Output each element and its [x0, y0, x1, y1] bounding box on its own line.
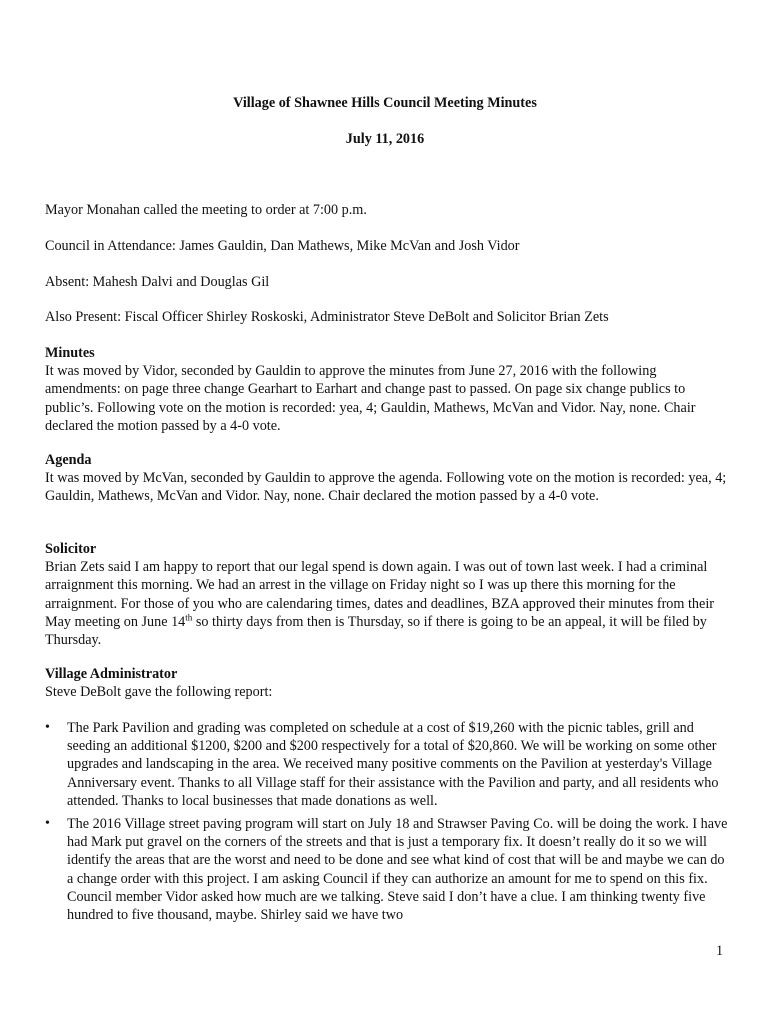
- agenda-section: [45, 451, 735, 506]
- date-superscript: th: [185, 612, 193, 623]
- absent: Absent: Mahesh Dalvi and Douglas Gil: [45, 274, 270, 290]
- minutes-heading: Minutes: [45, 345, 95, 361]
- solicitor-text-part2: so thirty days from then is Thursday, so if there is going to be an appeal, it will be filed by Thursday.: [45, 613, 707, 649]
- meeting-date: July 11, 2016: [345, 131, 425, 147]
- solicitor-text-part1: Brian Zets said I am happy to report that our legal spend is down again. I was out of town last week. I had a criminal arraignment this morning. We had an arrest in the village on Friday night so I was up there this morning for the arraignment. For those of you who are calendaring times, dates and deadlines, BZA approved their minutes from their May meeting on June 14: [45, 559, 714, 630]
- solicitor-text: [45, 558, 735, 649]
- call-to-order: Mayor Monahan called the meeting to order at 7:00 p.m.: [45, 202, 367, 218]
- attendance: Council in Attendance: James Gauldin, Dan Mathews, Mike McVan and Josh Vidor: [45, 238, 520, 254]
- administrator-heading: Village Administrator: [45, 666, 178, 682]
- agenda-text: It was moved by McVan, seconded by Gauldin to approve the agenda. Following vote on the motion is recorded: yea, 4; Gauldin, Mathews, McVan and Vidor. Nay, none. Chair declared the motion passed by a 4-0 vote.: [45, 470, 727, 505]
- solicitor-heading: Solicitor: [45, 541, 97, 557]
- administrator-intro: Steve DeBolt gave the following report:: [45, 684, 273, 701]
- bullet-icon: •: [45, 816, 50, 831]
- minutes-text: It was moved by Vidor, seconded by Gauldin to approve the minutes from June 27, 2016 with the following amendments: on page three change Gearhart to Earhart and change past to passed. On page six change publics to public’s. Following vote on the motion is recorded: yea, 4; Gauldin, Mathews, McVan and Vidor. Nay, none. Chair declared the motion passed by a 4-0 vote.: [45, 363, 696, 434]
- solicitor-section: [45, 540, 735, 649]
- page-number: 1: [716, 943, 724, 959]
- report-bullet-text: The Park Pavilion and grading was completed on schedule at a cost of $19,260 with the picnic tables, grill and seeding an additional $1200, $200 and $200 respectively for a total of $20,860. We will be working on some other upgrades and landscaping in the area. We received many positive comments on the Pavilion at yesterday's Village Anniversary event. Thanks to all Village staff for their assistance with the Pavilion and party, and all residents who attended. Thanks to local businesses that made donations as well.: [67, 720, 719, 809]
- administrator-section: [45, 665, 735, 701]
- bullet-icon: •: [45, 720, 50, 735]
- report-bullet-text: The 2016 Village street paving program will start on July 18 and Strawser Paving Co. will be doing the work. I have had Mark put gravel on the corners of the streets and that is just a temporary fix. It doesn’t really do it so we will identify the areas that are the worst and need to be done and see what kind of cost that will be and maybe we can do a change order with this project. I am asking Council if they can authorize an amount for me to spend on this fix. Council member Vidor asked how much are we talking. Steve said I don’t have a clue. I am thinking twenty five hundred to five thousand, maybe. Shirley said we have two: [67, 816, 728, 924]
- minutes-section: [45, 344, 735, 435]
- agenda-heading: Agenda: [45, 452, 92, 468]
- document-title: Village of Shawnee Hills Council Meeting Minutes: [233, 95, 537, 111]
- also-present: Also Present: Fiscal Officer Shirley Roskoski, Administrator Steve DeBolt and Solicitor Brian Zets: [45, 309, 609, 325]
